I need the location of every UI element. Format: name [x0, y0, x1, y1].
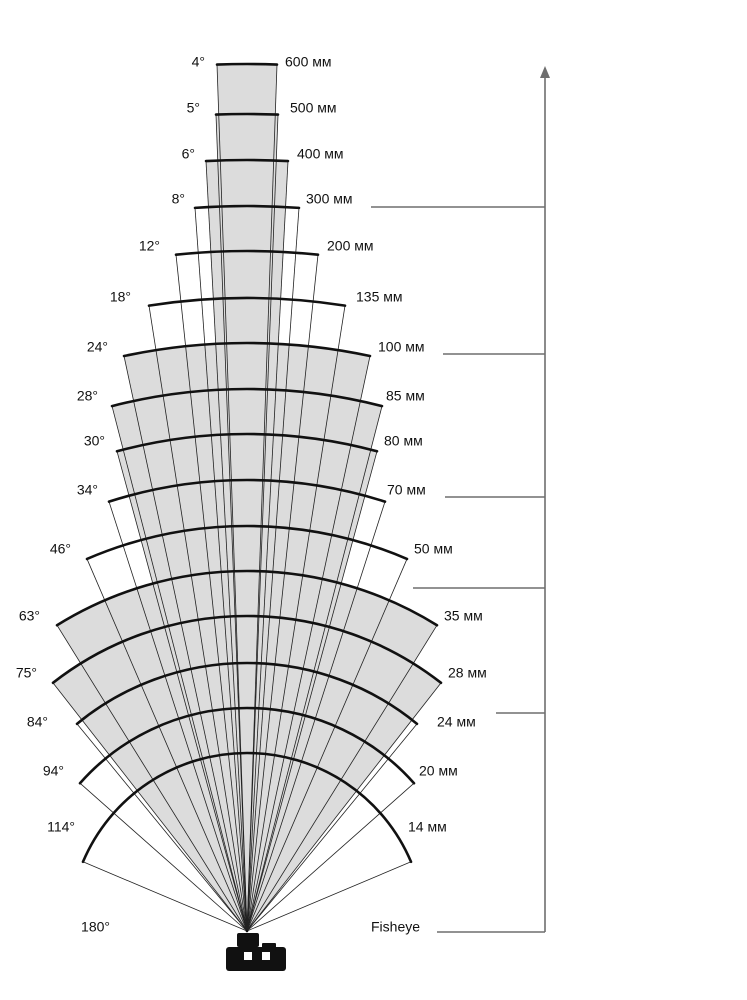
angle-label: 84° [26, 713, 48, 730]
focal-label: 300 мм [306, 190, 353, 207]
focal-label: 600 мм [285, 53, 332, 70]
angle-label: 180° [81, 918, 110, 935]
camera-icon [226, 933, 286, 971]
focal-label: 100 мм [378, 338, 425, 355]
camera-detail [244, 952, 252, 960]
angle-label: 94° [42, 762, 64, 779]
angle-label: 6° [181, 145, 195, 162]
angle-label: 12° [138, 237, 160, 254]
camera-body [226, 947, 286, 971]
focal-label: 28 мм [448, 664, 487, 681]
focal-label: 70 мм [387, 481, 426, 498]
focal-label: 80 мм [384, 432, 423, 449]
camera-viewfinder [262, 943, 276, 951]
focal-label: 85 мм [386, 387, 425, 404]
camera-detail [262, 952, 270, 960]
angle-arc [216, 114, 278, 115]
focal-label: 135 мм [356, 288, 403, 305]
angle-label: 8° [171, 190, 185, 207]
angle-label: 30° [83, 432, 105, 449]
focal-label: 35 мм [444, 607, 483, 624]
angle-label: 34° [76, 481, 98, 498]
angle-label: 28° [76, 387, 98, 404]
angle-arc [206, 160, 288, 161]
angle-label: 4° [191, 53, 205, 70]
focal-label: 500 мм [290, 99, 337, 116]
focal-label: Fisheye [371, 918, 421, 935]
camera-lens [237, 933, 259, 947]
focal-scale [371, 66, 550, 932]
focal-label: 20 мм [419, 762, 458, 779]
focal-label: 200 мм [327, 237, 374, 254]
angle-label: 24° [86, 338, 108, 355]
focal-label: 14 мм [408, 818, 447, 835]
shaded-bands [53, 64, 441, 931]
focal-label: 50 мм [414, 540, 453, 557]
angle-arc [217, 64, 277, 65]
focal-label: 24 мм [437, 713, 476, 730]
arrow-up-icon [540, 66, 550, 78]
angle-label: 5° [186, 99, 200, 116]
angle-label: 46° [49, 540, 71, 557]
focal-label: 400 мм [297, 145, 344, 162]
angle-label: 63° [18, 607, 40, 624]
angle-label: 18° [109, 288, 131, 305]
angle-label: 75° [15, 664, 37, 681]
angle-label: 114° [47, 818, 75, 835]
